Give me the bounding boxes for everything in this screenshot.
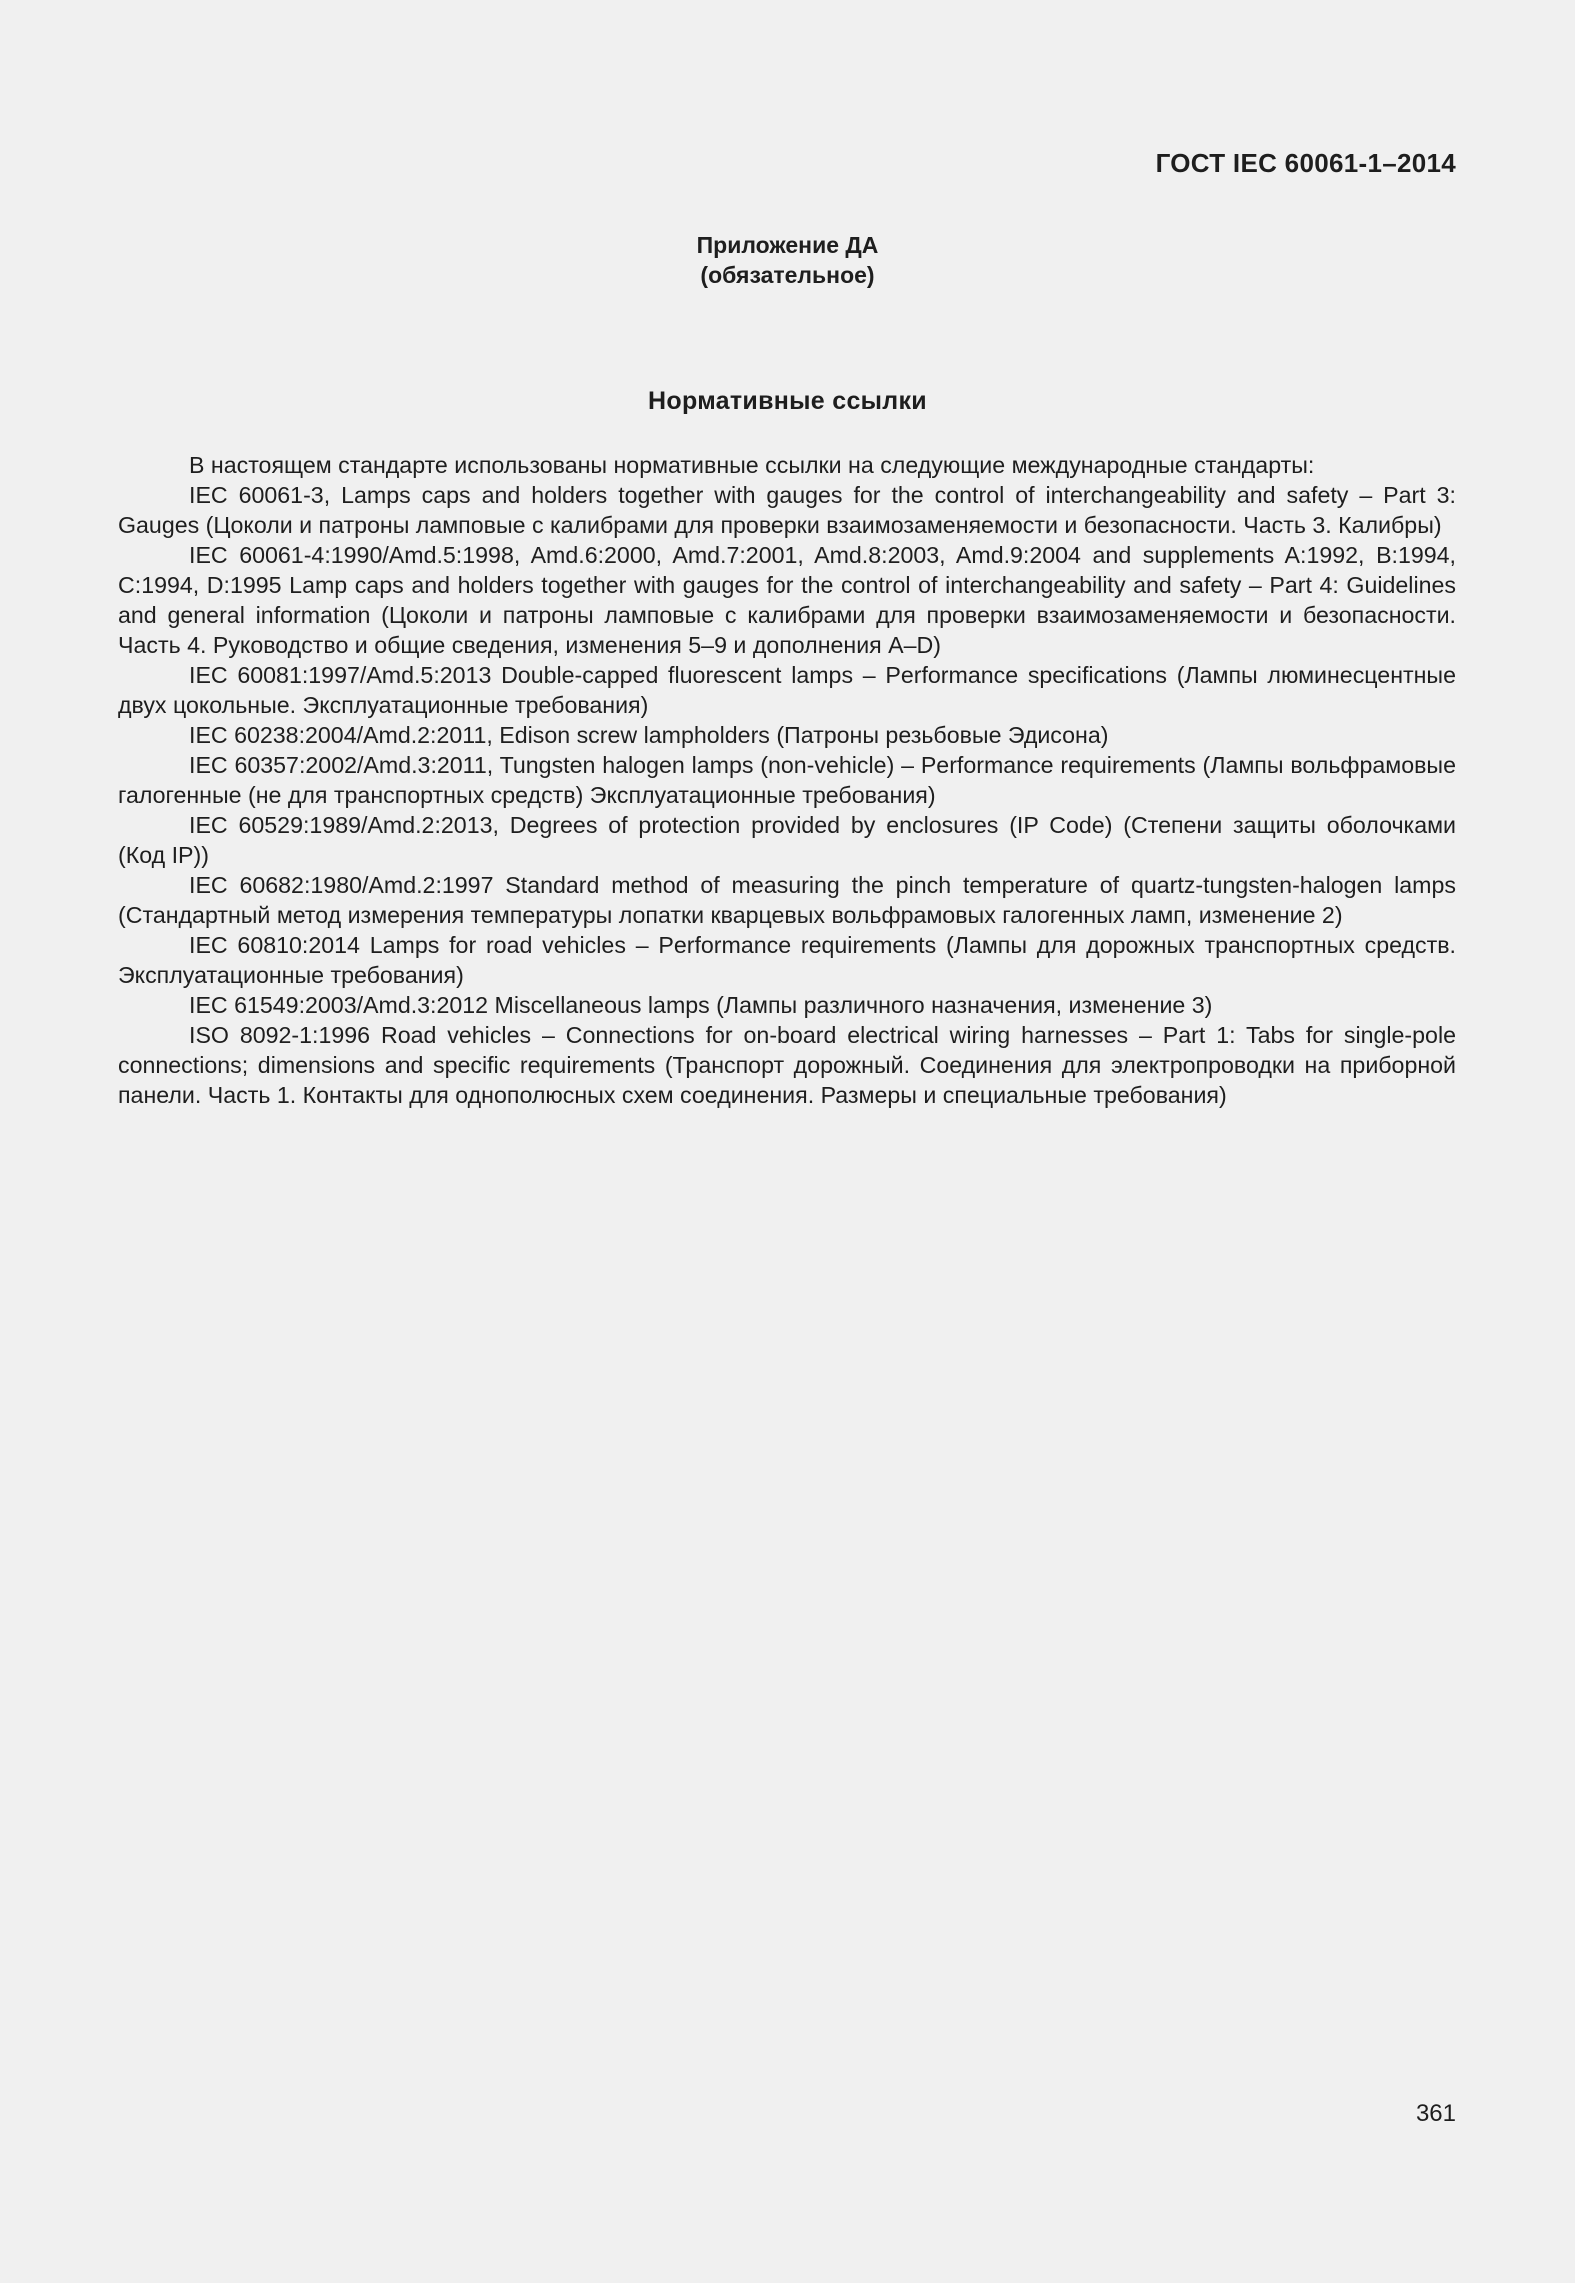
reference-item: ISO 8092-1:1996 Road vehicles – Connections for on-board electrical wiring harnesses – Part 1: Tabs for single-pole connections; dimensions and specific requirements (Транспорт дорожный. Соединения для электропроводки на приборной панели. Часть 1. Контакты для однополюсных схем соединения. Размеры и специальные требования): [118, 1022, 1456, 1108]
reference-item: IEC 60357:2002/Amd.3:2011, Tungsten halogen lamps (non-vehicle) – Performance requirements (Лампы вольфрамовые галогенные (не для транспортных средств) Эксплуатационные требования): [118, 752, 1456, 808]
normative-references-body: [118, 450, 1456, 1110]
reference-item: IEC 60810:2014 Lamps for road vehicles – Performance requirements (Лампы для дорожных транспортных средств. Эксплуатационные требования): [118, 932, 1456, 988]
section-title: Нормативные ссылки: [648, 387, 927, 415]
reference-item: IEC 60529:1989/Amd.2:2013, Degrees of protection provided by enclosures (IP Code) (Степени защиты оболочками (Код IP)): [118, 812, 1456, 868]
page-number: 361: [1415, 2100, 1456, 2127]
document-code-header: ГОСТ IEC 60061-1–2014: [1155, 148, 1456, 178]
intro-paragraph: В настоящем стандарте использованы нормативные ссылки на следующие международные стандарты:: [189, 452, 1315, 478]
reference-item: IEC 61549:2003/Amd.3:2012 Miscellaneous lamps (Лампы различного назначения, изменение 3): [189, 992, 1213, 1018]
reference-item: IEC 60081:1997/Amd.5:2013 Double-capped fluorescent lamps – Performance specifications (Лампы люминесцентные двух цокольные. Эксплуатационные требования): [118, 662, 1456, 718]
appendix-heading: [0, 230, 1575, 290]
reference-item: IEC 60061-3, Lamps caps and holders together with gauges for the control of interchangeability and safety – Part 3: Gauges (Цоколи и патроны ламповые с калибрами для проверки взаимозаменяемости и безопасности. Часть 3. Калибры): [118, 482, 1456, 538]
appendix-title: Приложение ДА: [696, 232, 879, 258]
reference-item: IEC 60061-4:1990/Amd.5:1998, Amd.6:2000, Amd.7:2001, Amd.8:2003, Amd.9:2004 and supplements A:1992, B:1994, C:1994, D:1995 Lamp caps and holders together with gauges for the control of interchangeability and safety – Part 4: Guidelines and general information (Цоколи и патроны ламповые с калибрами для проверки взаимозаменяемости и безопасности. Часть 4. Руководство и общие сведения, изменения 5–9 и дополнения A–D): [118, 542, 1456, 658]
reference-item: IEC 60682:1980/Amd.2:1997 Standard method of measuring the pinch temperature of quartz-tungsten-halogen lamps (Стандартный метод измерения температуры лопатки кварцевых вольфрамовых галогенных ламп, изменение 2): [118, 872, 1456, 928]
appendix-status: (обязательное): [700, 262, 875, 288]
reference-item: IEC 60238:2004/Amd.2:2011, Edison screw lampholders (Патроны резьбовые Эдисона): [189, 722, 1109, 748]
